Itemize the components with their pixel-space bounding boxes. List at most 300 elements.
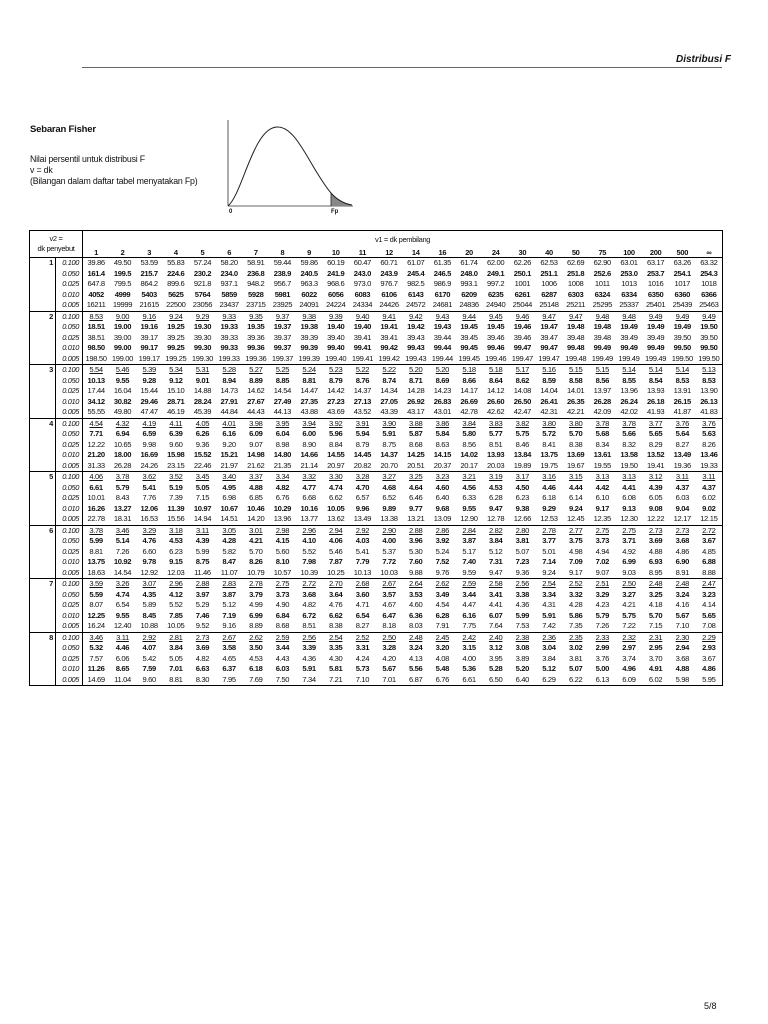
probability-cell: 0.010: [56, 504, 83, 515]
table-cell: 8.89: [242, 621, 269, 632]
table-cell: 199.49: [589, 354, 616, 365]
table-cell: 7.22: [616, 621, 643, 632]
table-cell: 3.73: [275, 589, 290, 599]
table-cell: 3.34: [542, 589, 556, 599]
table-cell: 5.79: [115, 482, 130, 492]
probability-cell: 0.025: [56, 279, 83, 290]
table-cell: 2.52: [349, 632, 376, 643]
table-cell: 4.06: [329, 536, 343, 545]
table-cell: 8.68: [409, 439, 423, 449]
table-cell: 26.60: [487, 396, 505, 406]
table-cell: 5.52: [169, 600, 183, 609]
table-cell: 14.20: [242, 514, 269, 525]
table-cell: 26.50: [513, 396, 531, 406]
table-cell: 2.78: [242, 579, 269, 590]
table-cell: 6.98: [222, 493, 236, 502]
table-cell: 9.16: [136, 311, 163, 322]
table-cell: 5.84: [435, 429, 450, 438]
table-cell: 39.86: [87, 258, 105, 267]
table-cell: 42.02: [616, 407, 643, 418]
table-cell: 3.53: [409, 589, 423, 599]
table-cell: 215.7: [140, 268, 158, 278]
table-cell: 2.33: [589, 632, 616, 643]
table-cell: 5.59: [89, 589, 103, 599]
table-cell: 2.81: [162, 632, 189, 643]
table-cell: 39.39: [300, 332, 318, 342]
table-cell: 41.83: [696, 407, 723, 418]
table-cell: 60.47: [353, 258, 372, 267]
table-cell: 9.88: [402, 568, 429, 579]
column-header: 24: [482, 248, 509, 258]
table-cell: 5.19: [169, 482, 183, 492]
column-header: 20: [456, 248, 483, 258]
table-cell: 6366: [696, 290, 723, 301]
table-cell: 4.00: [382, 536, 396, 545]
table-row: [30, 407, 723, 418]
table-cell: 6.62: [329, 493, 343, 502]
table-cell: 3.84: [488, 536, 503, 545]
probability-cell: 0.005: [56, 621, 83, 632]
table-cell: 3.90: [376, 418, 403, 429]
table-cell: 4.88: [675, 664, 689, 673]
table-cell: 39.36: [247, 332, 265, 342]
table-cell: 4.95: [222, 482, 236, 492]
table-cell: 19.67: [562, 461, 589, 472]
table-cell: 4.15: [275, 536, 290, 545]
table-cell: 4.18: [648, 600, 663, 609]
table-cell: 6022: [301, 289, 317, 299]
table-cell: 99.47: [540, 343, 558, 352]
table-cell: 5.79: [595, 610, 609, 620]
table-cell: 61.07: [407, 258, 425, 267]
table-cell: 7.21: [322, 675, 349, 686]
table-cell: 1011: [594, 279, 610, 288]
table-cell: 199.30: [189, 354, 216, 365]
table-cell: 19.33: [220, 322, 238, 331]
table-row: [30, 354, 723, 365]
table-cell: 3.88: [402, 418, 429, 429]
table-cell: 4.13: [409, 653, 423, 663]
table-cell: 25337: [616, 300, 643, 311]
table-cell: 63.01: [620, 258, 638, 267]
table-cell: 39.45: [460, 332, 478, 342]
table-cell: 3.64: [329, 589, 343, 599]
table-cell: 6.28: [435, 610, 450, 620]
section-title: Sebaran Fisher: [30, 124, 96, 135]
table-cell: 26.92: [407, 396, 425, 406]
table-cell: 2.42: [456, 632, 483, 643]
table-cell: 16.69: [140, 450, 158, 459]
table-cell: 2.54: [536, 579, 563, 590]
table-cell: 5.99: [195, 546, 210, 556]
table-cell: 5.17: [509, 365, 536, 376]
df-denominator: 4: [30, 418, 56, 472]
table-cell: 5.31: [189, 365, 216, 376]
table-cell: 5.39: [136, 365, 163, 376]
table-cell: 4.41: [488, 600, 503, 609]
table-cell: 4.60: [409, 600, 423, 609]
table-cell: 9.03: [616, 568, 643, 579]
table-cell: 8.76: [355, 375, 370, 385]
table-cell: 26.13: [696, 397, 723, 408]
table-cell: 10.29: [273, 503, 292, 513]
table-cell: 25295: [589, 300, 616, 311]
table-cell: 4.03: [355, 536, 370, 545]
table-cell: 199.5: [113, 268, 132, 278]
table-cell: 20.03: [482, 461, 509, 472]
page-header-title: Distribusi F: [676, 54, 732, 65]
table-cell: 7.52: [435, 557, 450, 566]
table-cell: 42.78: [456, 407, 483, 418]
table-cell: 6.36: [409, 610, 423, 620]
table-cell: 5.16: [536, 365, 563, 376]
table-cell: 8.10: [275, 557, 290, 566]
table-cell: 968.6: [327, 279, 345, 288]
table-cell: 15.56: [162, 514, 189, 525]
table-cell: 5.80: [462, 429, 476, 438]
table-cell: 49.80: [109, 407, 136, 418]
table-cell: 8.38: [322, 621, 349, 632]
table-cell: 3.13: [589, 472, 616, 483]
table-cell: 43.88: [296, 407, 323, 418]
table-cell: 4.65: [222, 653, 236, 663]
table-cell: 9.36: [195, 439, 210, 449]
table-cell: 5.05: [195, 482, 210, 492]
table-cell: 7.76: [142, 493, 156, 502]
table-cell: 2.83: [216, 579, 243, 590]
df-denominator: 2: [30, 311, 56, 365]
table-cell: 6.23: [515, 493, 530, 502]
table-cell: 99.48: [567, 343, 585, 352]
table-cell: 7.59: [142, 664, 156, 673]
table-cell: 22.78: [83, 514, 110, 525]
table-cell: 5.77: [488, 429, 503, 438]
table-cell: 13.93: [646, 386, 665, 395]
table-cell: 17.44: [87, 386, 105, 395]
table-cell: 199.50: [669, 354, 696, 365]
table-cell: 3.46: [83, 632, 110, 643]
table-cell: 7.08: [696, 621, 723, 632]
table-cell: 26.35: [567, 396, 585, 406]
table-cell: 3.08: [515, 643, 530, 652]
table-cell: 19.46: [513, 322, 531, 331]
table-cell: 3.21: [456, 472, 483, 483]
table-cell: 2.30: [669, 632, 696, 643]
table-cell: 3.24: [675, 589, 689, 599]
table-cell: 7.35: [562, 621, 589, 632]
column-header: ∞: [696, 248, 723, 258]
table-cell: 251.1: [540, 268, 558, 278]
table-cell: 27.49: [273, 396, 292, 406]
table-cell: 10.65: [113, 439, 132, 449]
table-cell: 6.68: [302, 493, 316, 502]
table-cell: 3.71: [622, 536, 636, 545]
description-line-2: v = dk: [30, 165, 53, 175]
table-cell: 8.84: [329, 439, 343, 449]
table-cell: 2.67: [376, 579, 403, 590]
table-cell: 253.0: [620, 268, 638, 278]
table-cell: 5.56: [409, 664, 423, 673]
table-cell: 7.23: [515, 557, 530, 566]
table-cell: 19.45: [487, 322, 505, 331]
table-cell: 4.46: [115, 643, 130, 652]
table-cell: 6.59: [142, 429, 156, 438]
table-cell: 8.81: [162, 675, 189, 686]
table-cell: 8.55: [622, 375, 636, 385]
table-cell: 23056: [189, 300, 216, 311]
table-cell: 5.12: [542, 664, 556, 673]
table-cell: 6303: [567, 289, 584, 299]
table-cell: 5.96: [329, 429, 343, 438]
table-cell: 8.03: [402, 621, 429, 632]
table-cell: 7.85: [169, 610, 183, 620]
table-cell: 9.76: [429, 568, 456, 579]
probability-cell: 0.025: [56, 333, 83, 344]
table-cell: 3.59: [83, 579, 110, 590]
table-cell: 7.53: [509, 621, 536, 632]
table-cell: 13.49: [349, 514, 376, 525]
table-cell: 3.77: [542, 536, 556, 545]
table-row: [30, 322, 723, 333]
table-cell: 7.15: [642, 621, 669, 632]
table-row: [30, 365, 723, 376]
table-cell: 99.33: [220, 343, 238, 352]
probability-cell: 0.100: [56, 579, 83, 590]
probability-cell: 0.100: [56, 418, 83, 429]
table-cell: 12.90: [456, 514, 483, 525]
table-cell: 14.73: [220, 386, 238, 395]
table-cell: 62.26: [513, 258, 531, 267]
table-cell: 5.82: [222, 546, 236, 556]
table-cell: 12.22: [642, 514, 669, 525]
table-cell: 3.60: [355, 589, 370, 599]
table-cell: 1018: [696, 279, 723, 290]
table-cell: 24091: [296, 300, 323, 311]
table-cell: 6.54: [355, 610, 370, 620]
table-cell: 9.39: [322, 311, 349, 322]
table-cell: 42.31: [536, 407, 563, 418]
table-cell: 99.47: [513, 343, 531, 352]
table-cell: 3.23: [429, 472, 456, 483]
table-cell: 8.32: [622, 439, 636, 449]
table-cell: 9.38: [296, 311, 323, 322]
probability-cell: 0.010: [56, 557, 83, 568]
table-cell: 243.0: [353, 268, 372, 278]
table-cell: 12.22: [87, 439, 105, 449]
table-cell: 2.75: [616, 525, 643, 536]
table-cell: 963.3: [300, 279, 318, 288]
table-cell: 39.41: [380, 332, 398, 342]
table-cell: 8.53: [83, 311, 110, 322]
table-cell: 59.44: [273, 258, 292, 267]
table-cell: 9.33: [216, 311, 243, 322]
table-cell: 19.55: [589, 461, 616, 472]
table-cell: 3.31: [355, 643, 370, 652]
table-cell: 4.24: [355, 653, 370, 663]
probability-cell: 0.025: [56, 493, 83, 504]
table-cell: 2.48: [669, 579, 696, 590]
table-cell: 3.57: [382, 589, 396, 599]
table-cell: 199.33: [216, 354, 243, 365]
table-cell: 6.54: [115, 600, 130, 609]
table-cell: 5.27: [242, 365, 269, 376]
probability-cell: 0.050: [56, 590, 83, 601]
table-cell: 4.64: [409, 482, 423, 492]
table-cell: 8.68: [269, 621, 296, 632]
table-cell: 2.73: [189, 632, 216, 643]
table-cell: 99.49: [620, 343, 638, 352]
table-cell: 19.00: [113, 322, 132, 331]
table-cell: 6.03: [275, 664, 290, 673]
table-row: [30, 300, 723, 311]
table-cell: 6.76: [275, 493, 290, 502]
table-cell: 4.88: [648, 546, 663, 556]
table-cell: 9.41: [376, 311, 403, 322]
table-cell: 12.25: [87, 610, 105, 620]
table-cell: 49.50: [113, 258, 132, 267]
table-cell: 34.12: [87, 396, 105, 406]
table-cell: 57.24: [193, 258, 212, 267]
table-cell: 9.20: [222, 439, 236, 449]
table-cell: 3.11: [669, 472, 696, 483]
table-cell: 2.82: [482, 525, 509, 536]
table-cell: 99.40: [327, 343, 345, 352]
table-cell: 3.81: [568, 653, 583, 663]
table-cell: 5.89: [142, 600, 156, 609]
table-cell: 4.28: [568, 600, 583, 609]
table-cell: 9.96: [355, 503, 370, 513]
table-cell: 5.24: [435, 546, 450, 556]
table-cell: 6350: [647, 289, 664, 299]
table-cell: 9.04: [675, 503, 689, 513]
table-cell: 3.97: [195, 589, 210, 599]
table-cell: 4.01: [216, 418, 243, 429]
table-cell: 3.11: [189, 525, 216, 536]
table-cell: 4.82: [195, 653, 210, 663]
probability-cell: 0.025: [56, 386, 83, 397]
table-cell: 4.85: [696, 547, 723, 558]
table-cell: 241.9: [327, 268, 345, 278]
table-row: [30, 643, 723, 654]
table-cell: 99.46: [487, 343, 505, 352]
table-cell: 12.06: [140, 503, 158, 513]
table-row: [30, 632, 723, 643]
table-cell: 11.39: [167, 503, 185, 513]
table-cell: 5.98: [669, 675, 696, 686]
table-cell: 13.58: [620, 450, 638, 459]
table-cell: 6.76: [429, 675, 456, 686]
table-cell: 9.35: [242, 311, 269, 322]
table-cell: 4.76: [142, 536, 156, 545]
table-cell: 5.15: [589, 365, 616, 376]
table-cell: 14.01: [567, 386, 585, 395]
table-cell: 5625: [168, 289, 184, 299]
table-cell: 8.46: [515, 439, 530, 449]
table-cell: 19.33: [696, 461, 723, 472]
table-row: [30, 493, 723, 504]
table-cell: 5.86: [568, 610, 583, 620]
table-cell: 2.80: [509, 525, 536, 536]
table-cell: 24224: [322, 300, 349, 311]
table-row: [30, 290, 723, 301]
table-cell: 14.62: [247, 386, 265, 395]
df-denominator: 5: [30, 472, 56, 526]
table-cell: 973.0: [353, 279, 372, 288]
table-cell: 44.13: [269, 407, 296, 418]
table-row: [30, 514, 723, 525]
table-cell: 8.18: [376, 621, 403, 632]
table-cell: 47.47: [136, 407, 163, 418]
column-header: 7: [242, 248, 269, 258]
table-cell: 6.62: [329, 610, 343, 620]
table-cell: 3.24: [409, 643, 423, 652]
table-cell: 3.77: [642, 418, 669, 429]
table-cell: 982.5: [407, 279, 425, 288]
table-cell: 42.62: [482, 407, 509, 418]
table-cell: 28.71: [167, 396, 185, 406]
table-cell: 5.07: [568, 664, 583, 673]
table-cell: 7.09: [568, 557, 583, 566]
table-cell: 5.30: [409, 546, 423, 556]
probability-cell: 0.025: [56, 654, 83, 665]
table-cell: 7.79: [355, 557, 370, 566]
probability-cell: 0.010: [56, 290, 83, 301]
table-cell: 3.19: [482, 472, 509, 483]
table-cell: 39.50: [673, 332, 691, 342]
table-cell: 9.08: [648, 503, 663, 513]
table-cell: 5.68: [595, 429, 609, 438]
table-cell: 2.50: [376, 632, 403, 643]
table-cell: 39.37: [273, 332, 292, 342]
table-cell: 3.62: [136, 472, 163, 483]
probability-cell: 0.010: [56, 343, 83, 354]
table-cell: 8.62: [515, 375, 530, 385]
table-cell: 3.92: [322, 418, 349, 429]
table-cell: 13.61: [593, 450, 611, 459]
table-cell: 9.24: [536, 568, 563, 579]
table-cell: 6.18: [249, 664, 263, 673]
table-cell: 4.43: [275, 653, 290, 663]
table-cell: 7.26: [115, 546, 130, 556]
table-cell: 4.32: [109, 418, 136, 429]
table-cell: 4.36: [302, 653, 316, 663]
table-cell: 2.75: [589, 525, 616, 536]
probability-cell: 0.025: [56, 600, 83, 611]
table-cell: 6056: [328, 289, 344, 299]
table-cell: 15.52: [193, 450, 212, 459]
table-cell: 3.91: [349, 418, 376, 429]
table-cell: 4.68: [382, 482, 396, 492]
table-cell: 9.47: [482, 568, 509, 579]
table-cell: 3.13: [616, 472, 643, 483]
table-cell: 3.68: [675, 653, 689, 663]
table-cell: 99.44: [433, 343, 451, 352]
table-cell: 3.40: [216, 472, 243, 483]
table-cell: 5.72: [542, 429, 556, 438]
table-cell: 6.40: [435, 493, 450, 502]
table-cell: 864.2: [140, 279, 158, 288]
table-cell: 46.19: [162, 407, 189, 418]
table-row: [30, 557, 723, 568]
column-header: 14: [402, 248, 429, 258]
table-cell: 8.26: [696, 440, 723, 451]
table-cell: 3.30: [322, 472, 349, 483]
table-cell: 39.25: [167, 332, 185, 342]
table-cell: 4.74: [329, 482, 343, 492]
table-cell: 12.92: [136, 568, 163, 579]
table-cell: 3.50: [249, 643, 263, 652]
table-cell: 4.96: [622, 664, 636, 673]
